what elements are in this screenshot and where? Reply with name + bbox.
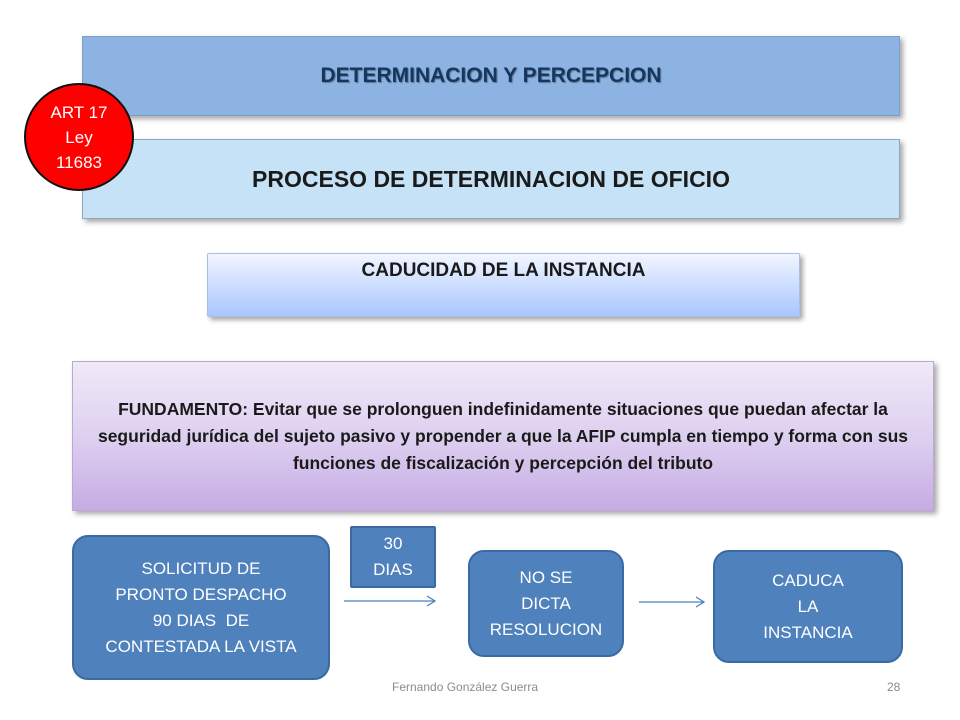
- no-resolucion-line: NO SE: [519, 567, 573, 587]
- badge-line-1: ART 17: [50, 102, 108, 122]
- no-resolucion-line: RESOLUCION: [489, 619, 603, 639]
- arrow-no-resolucion-to-caduca: [637, 595, 707, 609]
- no-resolucion-box: [468, 550, 624, 657]
- footer-author: Fernando González Guerra: [392, 680, 539, 694]
- caduca-line: INSTANCIA: [763, 622, 853, 642]
- arrow-solicitud-to-no-resolucion: [342, 594, 438, 608]
- fundamento-box: [72, 361, 934, 511]
- dias-line: DIAS: [373, 560, 413, 579]
- process-title-bar: [82, 139, 900, 219]
- section-title: DETERMINACION Y PERCEPCION: [320, 64, 662, 87]
- fundamento-text: FUNDAMENTO: Evitar que se prolonguen indefinidamente situaciones que puedan afectar la seguridad jurídica del sujeto pasivo y propender a que la AFIP cumpla en tiempo y forma con sus funciones de fiscalización y percepción del tributo: [97, 398, 909, 473]
- page-number: 28: [887, 680, 901, 694]
- caduca-line: CADUCA: [772, 570, 844, 590]
- caducidad-heading-box: [207, 253, 800, 317]
- badge-line-3: 11683: [55, 152, 102, 172]
- solicitud-line: CONTESTADA LA VISTA: [105, 636, 297, 656]
- solicitud-line: PRONTO DESPACHO: [115, 584, 287, 604]
- caduca-box: [713, 550, 903, 663]
- solicitud-line: SOLICITUD DE: [141, 558, 261, 578]
- dias-line: 30: [383, 534, 403, 553]
- article-badge: [24, 83, 134, 191]
- process-title: PROCESO DE DETERMINACION DE OFICIO: [252, 165, 730, 192]
- solicitud-box: [72, 535, 330, 680]
- solicitud-line: 90 DIAS DE: [152, 610, 250, 630]
- section-title-bar: [82, 36, 900, 116]
- caduca-line: LA: [797, 596, 819, 616]
- dias-box: [350, 526, 436, 588]
- no-resolucion-line: DICTA: [521, 593, 571, 613]
- caducidad-heading: CADUCIDAD DE LA INSTANCIA: [361, 260, 646, 281]
- badge-line-2: Ley: [65, 127, 93, 147]
